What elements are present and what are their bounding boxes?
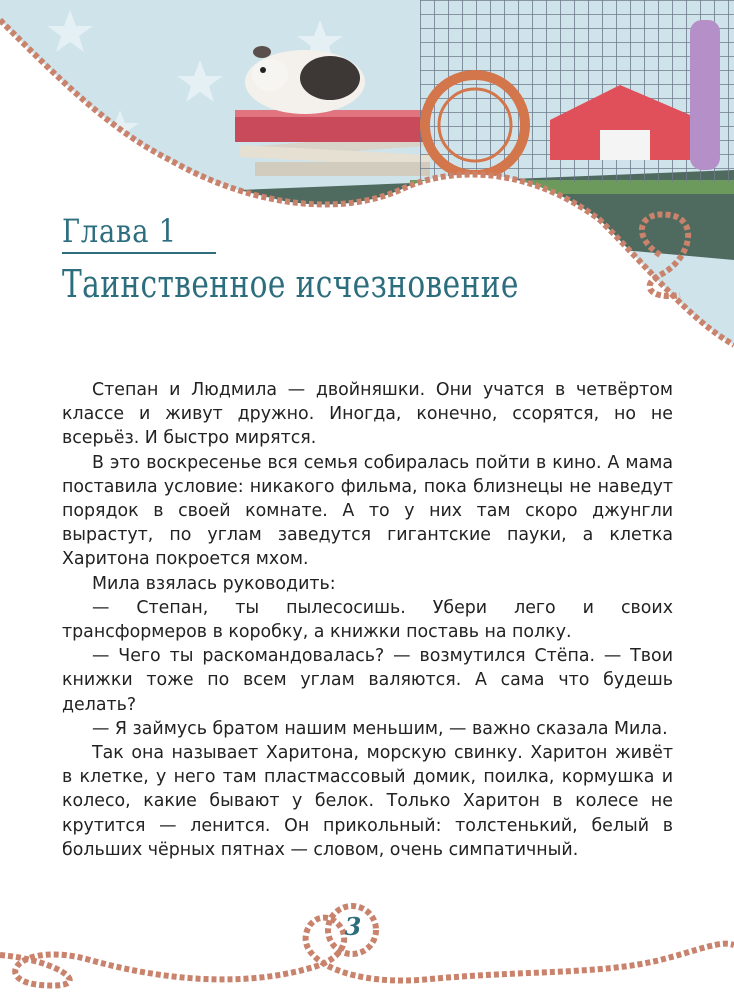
paragraph: В это воскресенье вся семья собиралась пойти в кино. А мама поставила условие: никакого фильма, пока близнецы не наведут порядок в своей комнате. А то у них там скоро джунгли вырастут, по углам заведутся гигантские пауки, а клетка Харитона покроется мхом.: [62, 452, 673, 570]
paragraph: Мила взялась руководить:: [92, 573, 336, 594]
paragraph: — Чего ты раскомандовалась? — возмутился Стёпа. — Твои книжки тоже по всем углам валяются. А сама что будешь делать?: [62, 646, 673, 715]
chapter-underline: [62, 252, 216, 254]
paragraph: — Степан, ты пылесосишь. Убери лего и своих трансформеров в коробку, а книжки поставь на полку.: [62, 597, 673, 643]
page-number: 3: [344, 912, 362, 941]
chapter-label: Глава 1: [62, 212, 177, 250]
paragraph: — Я займусь братом нашим меньшим, — важно сказала Мила.: [92, 718, 668, 739]
body-text: [62, 378, 673, 862]
chapter-title: Таинственное исчезновение: [62, 262, 519, 306]
paragraph: Так она называет Харитона, морскую свинку. Харитон живёт в клетке, у него там пластмассовый домик, поилка, кормушка и колесо, какие бывают у белок. Только Харитон в колесе не крутится — ленится. Он прикольный: толстенький, белый в больших чёрных пятнах — словом, очень симпатичный.: [62, 743, 673, 860]
paragraph: Степан и Людмила — двойняшки. Они учатся в четвёртом классе и живут дружно. Иногда, конечно, ссорятся, но не всерьёз. И быстро мирятся.: [62, 380, 673, 449]
